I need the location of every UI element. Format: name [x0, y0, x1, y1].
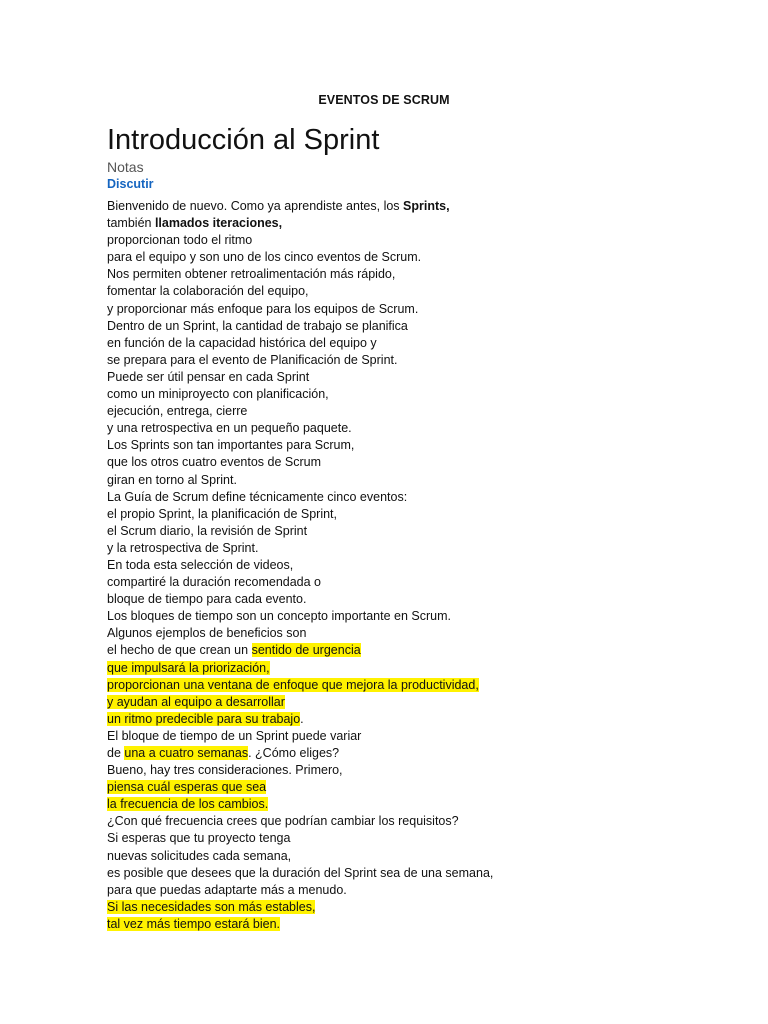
transcript-line — [107, 301, 667, 318]
transcript-line — [107, 403, 667, 420]
discuss-link[interactable]: Discutir — [107, 177, 154, 191]
highlighted-text: proporcionan una ventana de enfoque que mejora la productividad, — [107, 677, 479, 692]
transcript-line — [107, 266, 667, 283]
transcript-line — [107, 232, 667, 249]
bold-text: llamados iteraciones, — [154, 216, 283, 231]
transcript-line — [107, 540, 667, 557]
highlighted-text: piensa cuál esperas que sea — [107, 780, 267, 795]
transcript-line — [107, 249, 667, 266]
highlighted-text: sentido de urgencia — [251, 643, 361, 658]
transcript-line — [107, 899, 667, 916]
highlighted-text: una a cuatro semanas — [124, 746, 249, 760]
notes-label: Notas — [107, 159, 144, 175]
transcript-line — [107, 591, 667, 608]
text-segment: el hecho de que crean un — [107, 643, 252, 658]
text-segment: proporcionan todo el ritmo — [107, 233, 253, 248]
bold-text: Sprints, — [403, 199, 450, 213]
text-segment: En toda esta selección de videos, — [107, 557, 294, 572]
transcript-line — [107, 694, 667, 711]
text-segment: Los Sprints son tan importantes para Scrum, — [107, 438, 355, 453]
text-segment: ¿Con qué frecuencia crees que podrían cambiar los requisitos? — [107, 814, 459, 829]
transcript-line — [107, 557, 667, 574]
transcript-text — [107, 198, 667, 933]
highlighted-text: Si las necesidades son más estables, — [107, 899, 316, 914]
text-segment: compartiré la duración recomendada o — [107, 575, 322, 590]
section-title: EVENTOS DE SCRUM — [318, 93, 450, 107]
text-segment: ejecución, entrega, cierre — [107, 404, 248, 419]
text-segment: Si esperas que tu proyecto tenga — [107, 831, 291, 846]
text-segment: La Guía de Scrum define técnicamente cinco eventos: — [107, 489, 408, 504]
transcript-line — [107, 489, 667, 506]
transcript-line — [107, 779, 667, 796]
transcript-line — [107, 796, 667, 813]
transcript-line — [107, 215, 667, 232]
transcript-line — [107, 865, 667, 882]
text-segment: Algunos ejemplos de beneficios son — [107, 626, 307, 641]
transcript-line — [107, 283, 667, 300]
transcript-line — [107, 386, 667, 403]
text-segment: fomentar la colaboración del equipo, — [107, 284, 309, 299]
highlighted-text: que impulsará la priorización, — [107, 660, 270, 675]
highlighted-text: un ritmo predecible para su trabajo — [107, 711, 301, 726]
text-segment: . ¿Cómo eliges? — [248, 746, 340, 760]
text-segment: para el equipo y son uno de los cinco eventos de Scrum. — [107, 250, 422, 265]
transcript-line — [107, 574, 667, 591]
text-segment: en función de la capacidad histórica del equipo y — [107, 335, 377, 350]
text-segment: como un miniproyecto con planificación, — [107, 387, 329, 402]
text-segment: Bienvenido de nuevo. Como ya aprendiste antes, los — [107, 199, 404, 213]
lesson-title: Introducción al Sprint — [107, 124, 380, 156]
transcript-line — [107, 711, 667, 728]
text-segment: y proporcionar más enfoque para los equipos de Scrum. — [107, 301, 419, 316]
transcript-line — [107, 608, 667, 625]
transcript-line — [107, 437, 667, 454]
transcript-line — [107, 916, 667, 933]
transcript-line — [107, 830, 667, 847]
text-segment: Puede ser útil pensar en cada Sprint — [107, 369, 310, 384]
transcript-line — [107, 335, 667, 352]
transcript-line — [107, 369, 667, 386]
text-segment: y una retrospectiva en un pequeño paquete. — [107, 421, 352, 436]
transcript-line — [107, 506, 667, 523]
text-segment: y la retrospectiva de Sprint. — [107, 540, 259, 555]
text-segment: giran en torno al Sprint. — [107, 472, 237, 487]
text-segment: Bueno, hay tres consideraciones. Primero, — [107, 763, 343, 778]
transcript-line — [107, 745, 667, 762]
text-segment: también — [107, 216, 155, 231]
transcript-line — [107, 677, 667, 694]
transcript-line — [107, 454, 667, 471]
transcript-line — [107, 848, 667, 865]
transcript-line — [107, 728, 667, 745]
transcript-line — [107, 813, 667, 830]
text-segment: Los bloques de tiempo son un concepto importante en Scrum. — [107, 609, 451, 624]
text-segment: el propio Sprint, la planificación de Sprint, — [107, 506, 337, 521]
text-segment: . — [300, 711, 304, 726]
transcript-line — [107, 625, 667, 642]
highlighted-text: la frecuencia de los cambios. — [107, 797, 269, 812]
text-segment: el Scrum diario, la revisión de Sprint — [107, 523, 308, 538]
text-segment: Dentro de un Sprint, la cantidad de trabajo se planifica — [107, 318, 408, 333]
text-segment: es posible que desees que la duración del Sprint sea de una semana, — [107, 865, 494, 880]
text-segment: que los otros cuatro eventos de Scrum — [107, 455, 322, 470]
text-segment: bloque de tiempo para cada evento. — [107, 592, 307, 607]
text-segment: Nos permiten obtener retroalimentación más rápido, — [107, 267, 396, 282]
text-segment: nuevas solicitudes cada semana, — [107, 848, 292, 863]
transcript-line — [107, 523, 667, 540]
text-segment: se prepara para el evento de Planificación de Sprint. — [107, 352, 398, 367]
transcript-line — [107, 660, 667, 677]
highlighted-text: y ayudan al equipo a desarrollar — [107, 694, 285, 709]
text-segment: de — [107, 746, 125, 760]
transcript-line — [107, 762, 667, 779]
transcript-line — [107, 198, 667, 215]
text-segment: El bloque de tiempo de un Sprint puede variar — [107, 728, 362, 743]
transcript-line — [107, 882, 667, 899]
transcript-line — [107, 472, 667, 489]
transcript-line — [107, 642, 667, 659]
transcript-line — [107, 352, 667, 369]
transcript-line — [107, 318, 667, 335]
highlighted-text: tal vez más tiempo estará bien. — [107, 916, 280, 931]
text-segment: para que puedas adaptarte más a menudo. — [107, 882, 347, 897]
transcript-line — [107, 420, 667, 437]
